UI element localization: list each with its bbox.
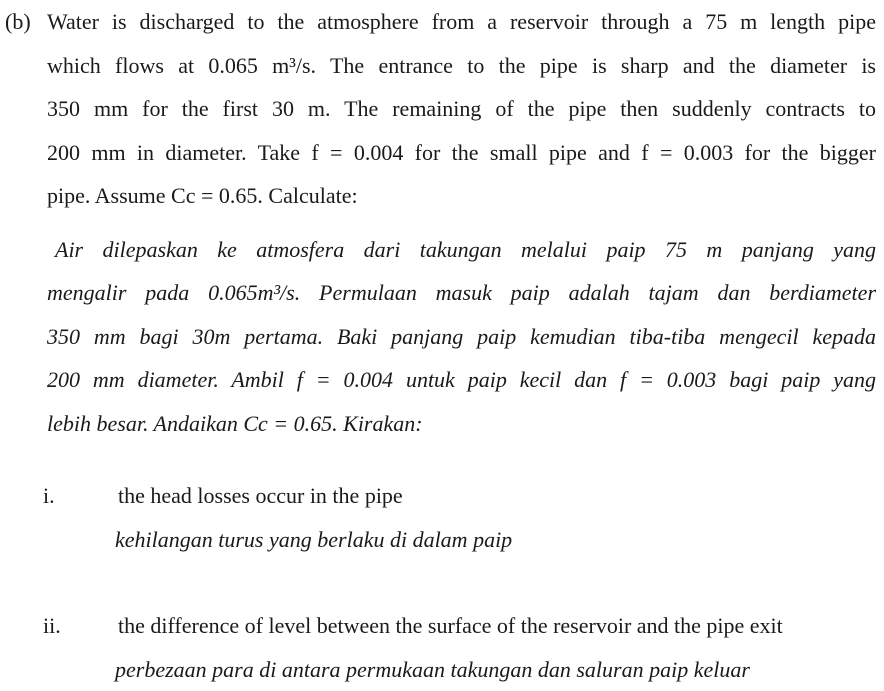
subquestion-i-numeral: i. bbox=[43, 474, 118, 518]
question-label: (b) bbox=[5, 0, 31, 44]
english-line-2: which flows at 0.065 m³/s. The entrance to the pipe is sharp and the diameter is bbox=[47, 44, 876, 88]
malay-line-4: 200 mm diameter. Ambil f = 0.004 untuk paip kecil dan f = 0.003 bagi paip yang bbox=[47, 358, 876, 402]
malay-line-1: Air dilepaskan ke atmosfera dari takungan melalui paip 75 m panjang yang bbox=[47, 228, 876, 272]
subquestion-i-malay-text: kehilangan turus yang berlaku di dalam paip bbox=[115, 518, 876, 562]
subquestion-ii-malay-text: perbezaan para di antara permukaan takungan dan saluran paip keluar bbox=[115, 648, 876, 691]
subquestion-ii-english-row bbox=[43, 604, 876, 648]
english-line-3: 350 mm for the first 30 m. The remaining of the pipe then suddenly contracts to bbox=[47, 87, 876, 131]
english-line-1: Water is discharged to the atmosphere from a reservoir through a 75 m length pipe bbox=[47, 0, 876, 44]
subquestion-i-english-text: the head losses occur in the pipe bbox=[118, 474, 876, 518]
subquestion-i-english-row bbox=[43, 474, 876, 518]
question-paragraph-english bbox=[47, 0, 876, 218]
subquestion-i bbox=[43, 474, 876, 561]
malay-line-3: 350 mm bagi 30m pertama. Baki panjang paip kemudian tiba-tiba mengecil kepada bbox=[47, 315, 876, 359]
english-line-4: 200 mm in diameter. Take f = 0.004 for the small pipe and f = 0.003 for the bigger bbox=[47, 131, 876, 175]
english-line-5: pipe. Assume Cc = 0.65. Calculate: bbox=[47, 174, 876, 218]
malay-line-5: lebih besar. Andaikan Cc = 0.65. Kirakan: bbox=[47, 402, 876, 446]
subquestion-ii-numeral: ii. bbox=[43, 604, 118, 648]
subquestion-ii-english-text: the difference of level between the surface of the reservoir and the pipe exit bbox=[118, 604, 876, 648]
malay-line-2: mengalir pada 0.065m³/s. Permulaan masuk paip adalah tajam dan berdiameter bbox=[47, 271, 876, 315]
question-paragraph-malay bbox=[47, 228, 876, 446]
subquestion-ii bbox=[43, 604, 876, 691]
